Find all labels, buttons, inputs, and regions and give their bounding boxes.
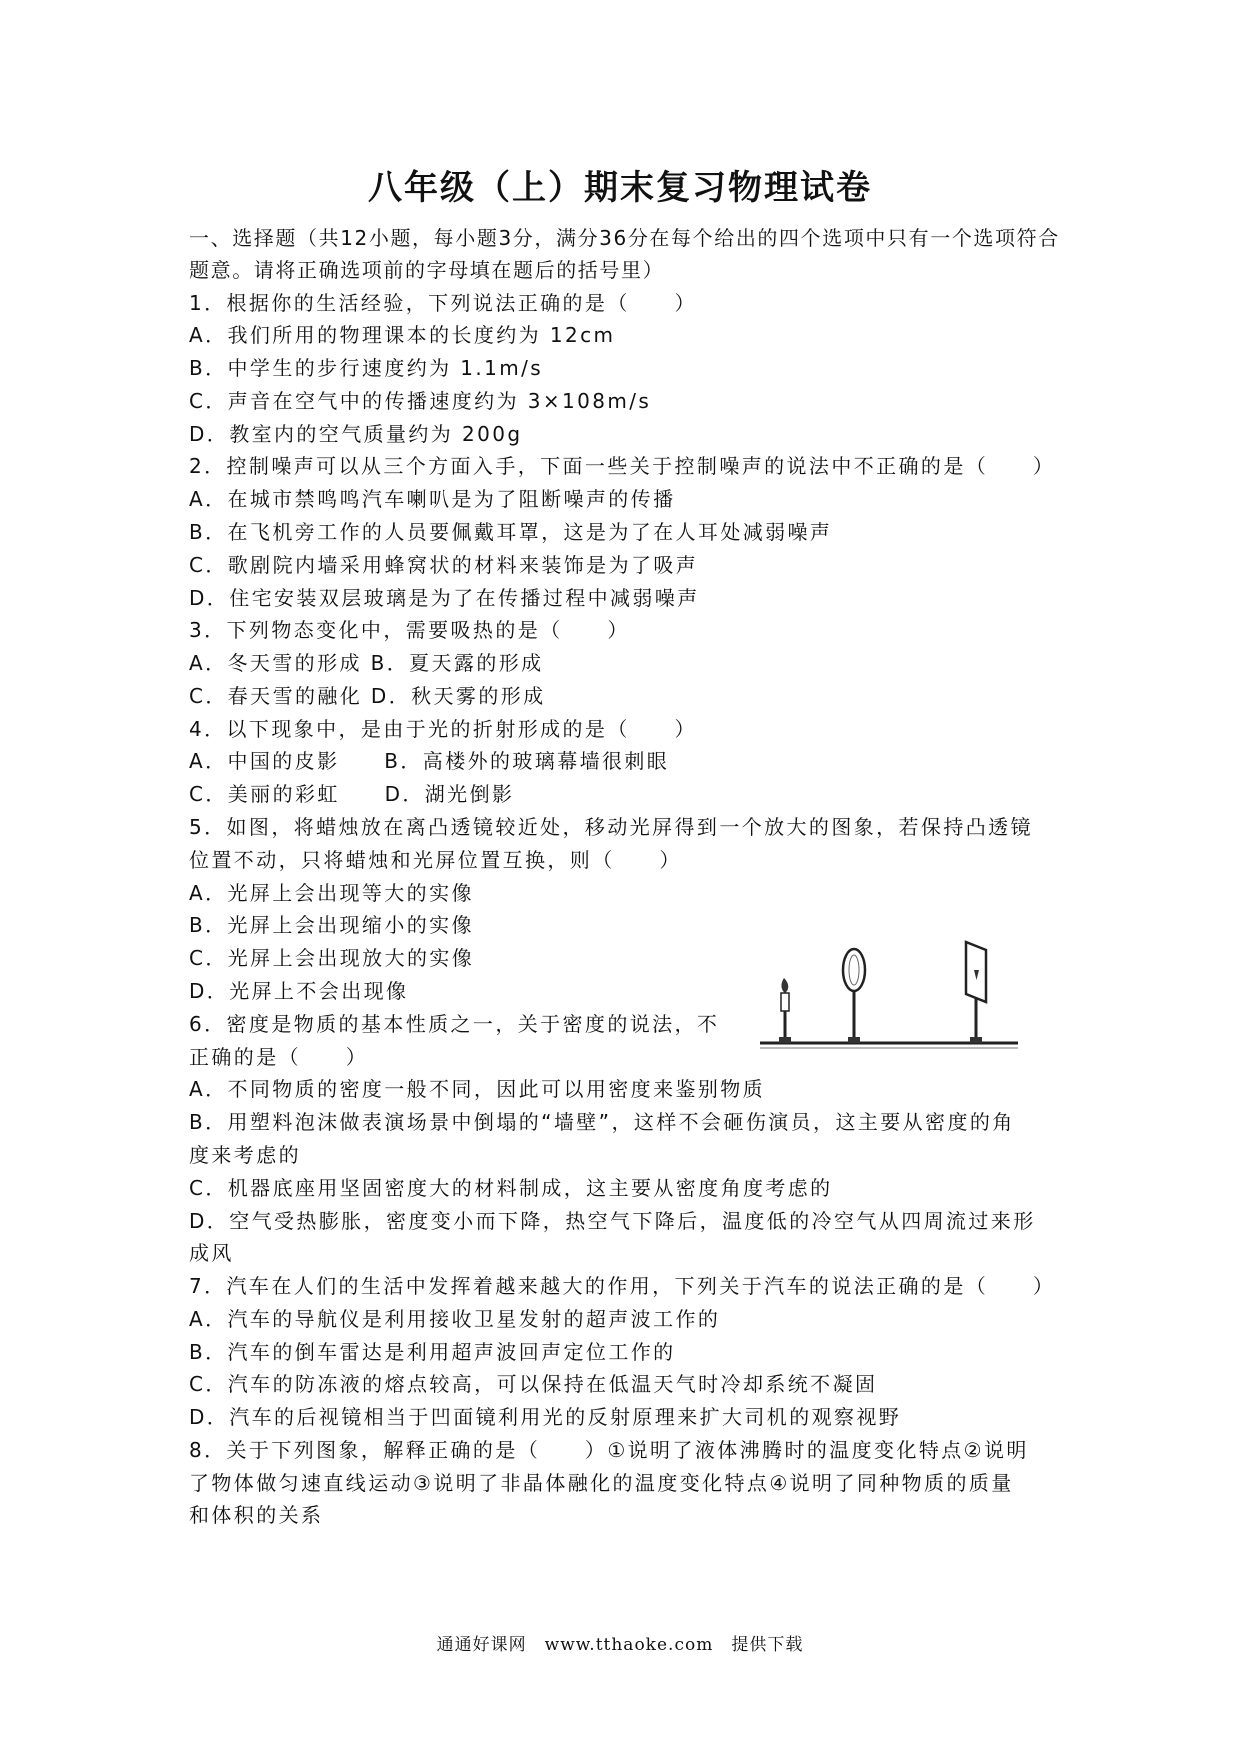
question-3-options-ab: A．冬天雪的形成 B．夏天露的形成 bbox=[189, 651, 544, 675]
question-4-stem: 4．以下现象中，是由于光的折射形成的是（ ） bbox=[189, 717, 697, 741]
question-1-option-d: D．教室内的空气质量约为 200g bbox=[189, 422, 523, 446]
question-8-stem: 8．关于下列图象，解释正确的是（ ）①说明了液体沸腾时的温度变化特点②说明 bbox=[189, 1438, 1029, 1462]
question-7-option-b: B．汽车的倒车雷达是利用超声波回声定位工作的 bbox=[189, 1340, 676, 1364]
question-6-option-c: C．机器底座用坚固密度大的材料制成，这主要从密度角度考虑的 bbox=[189, 1176, 833, 1200]
question-5-option-a: A．光屏上会出现等大的实像 bbox=[189, 881, 474, 905]
question-1-stem: 1．根据你的生活经验，下列说法正确的是（ ） bbox=[189, 291, 697, 315]
question-1-option-b: B．中学生的步行速度约为 1.1m/s bbox=[189, 356, 544, 380]
question-6-option-d: D．空气受热膨胀，密度变小而下降，热空气下降后，温度低的冷空气从四周流过来形 bbox=[189, 1209, 1036, 1233]
question-1-option-c: C．声音在空气中的传播速度约为 3×108m/s bbox=[189, 389, 652, 413]
question-5-option-b: B．光屏上会出现缩小的实像 bbox=[189, 913, 474, 937]
question-5-stem-cont: 位置不动，只将蜡烛和光屏位置互换，则（ ） bbox=[189, 848, 682, 872]
section-heading-cont: 题意。请将正确选项前的字母填在题后的括号里） bbox=[189, 258, 665, 282]
section-heading: 一、选择题（共12小题，每小题3分，满分36分在每个给出的四个选项中只有一个选项符合 bbox=[189, 226, 1060, 250]
question-6-option-a: A．不同物质的密度一般不同，因此可以用密度来鉴别物质 bbox=[189, 1077, 766, 1101]
question-5-option-d: D．光屏上不会出现像 bbox=[189, 979, 409, 1003]
page-footer: 通通好课网 www.tthaoke.com 提供下载 bbox=[436, 1635, 804, 1655]
question-8-stem-cont: 了物体做匀速直线运动③说明了非晶体融化的温度变化特点④说明了同种物质的质量 bbox=[189, 1471, 1014, 1495]
question-6-option-b-cont: 度来考虑的 bbox=[189, 1143, 301, 1167]
question-7-option-d: D．汽车的后视镜相当于凹面镜利用光的反射原理来扩大司机的观察视野 bbox=[189, 1405, 902, 1429]
question-8-stem-cont2: 和体积的关系 bbox=[189, 1503, 324, 1527]
question-6-stem: 6．密度是物质的基本性质之一，关于密度的说法，不 bbox=[189, 1012, 720, 1036]
question-7-option-c: C．汽车的防冻液的熔点较高，可以保持在低温天气时冷却系统不凝固 bbox=[189, 1372, 878, 1396]
question-3-options-cd: C．春天雪的融化 D．秋天雾的形成 bbox=[189, 684, 546, 708]
question-6-option-d-cont: 成风 bbox=[189, 1241, 234, 1265]
page-title: 八年级（上）期末复习物理试卷 bbox=[368, 168, 872, 208]
question-5-option-c: C．光屏上会出现放大的实像 bbox=[189, 946, 475, 970]
question-2-option-d: D．住宅安装双层玻璃是为了在传播过程中减弱噪声 bbox=[189, 586, 700, 610]
question-2-option-a: A．在城市禁鸣鸣汽车喇叭是为了阻断噪声的传播 bbox=[189, 487, 676, 511]
candle bbox=[779, 978, 791, 1043]
convex-lens bbox=[843, 949, 865, 1043]
light-screen bbox=[966, 942, 986, 1043]
question-1-option-a: A．我们所用的物理课本的长度约为 12cm bbox=[189, 323, 616, 347]
question-2-option-c: C．歌剧院内墙采用蜂窝状的材料来装饰是为了吸声 bbox=[189, 553, 699, 577]
question-7-option-a: A．汽车的导航仪是利用接收卫星发射的超声波工作的 bbox=[189, 1307, 721, 1331]
question-7-stem: 7．汽车在人们的生活中发挥着越来越大的作用，下列关于汽车的说法正确的是（ ） bbox=[189, 1274, 1056, 1298]
question-4-options-ab: A．中国的皮影 B．高楼外的玻璃幕墙很刺眼 bbox=[189, 749, 670, 773]
question-6-option-b: B．用塑料泡沫做表演场景中倒塌的“墙壁”，这样不会砸伤演员，这主要从密度的角 bbox=[189, 1110, 1015, 1134]
question-6-stem-cont: 正确的是（ ） bbox=[189, 1045, 369, 1069]
question-5-stem: 5．如图，将蜡烛放在离凸透镜较近处，移动光屏得到一个放大的图象，若保持凸透镜 bbox=[189, 815, 1033, 839]
question-3-stem: 3．下列物态变化中，需要吸热的是（ ） bbox=[189, 618, 630, 642]
question-2-option-b: B．在飞机旁工作的人员要佩戴耳罩，这是为了在人耳处减弱噪声 bbox=[189, 520, 833, 544]
optical-bench bbox=[760, 1043, 1018, 1048]
question-2-stem: 2．控制噪声可以从三个方面入手，下面一些关于控制噪声的说法中不正确的是（ ） bbox=[189, 454, 1056, 478]
question-4-options-cd: C．美丽的彩虹 D．湖光倒影 bbox=[189, 782, 515, 806]
optical-bench-figure bbox=[760, 940, 1020, 1060]
